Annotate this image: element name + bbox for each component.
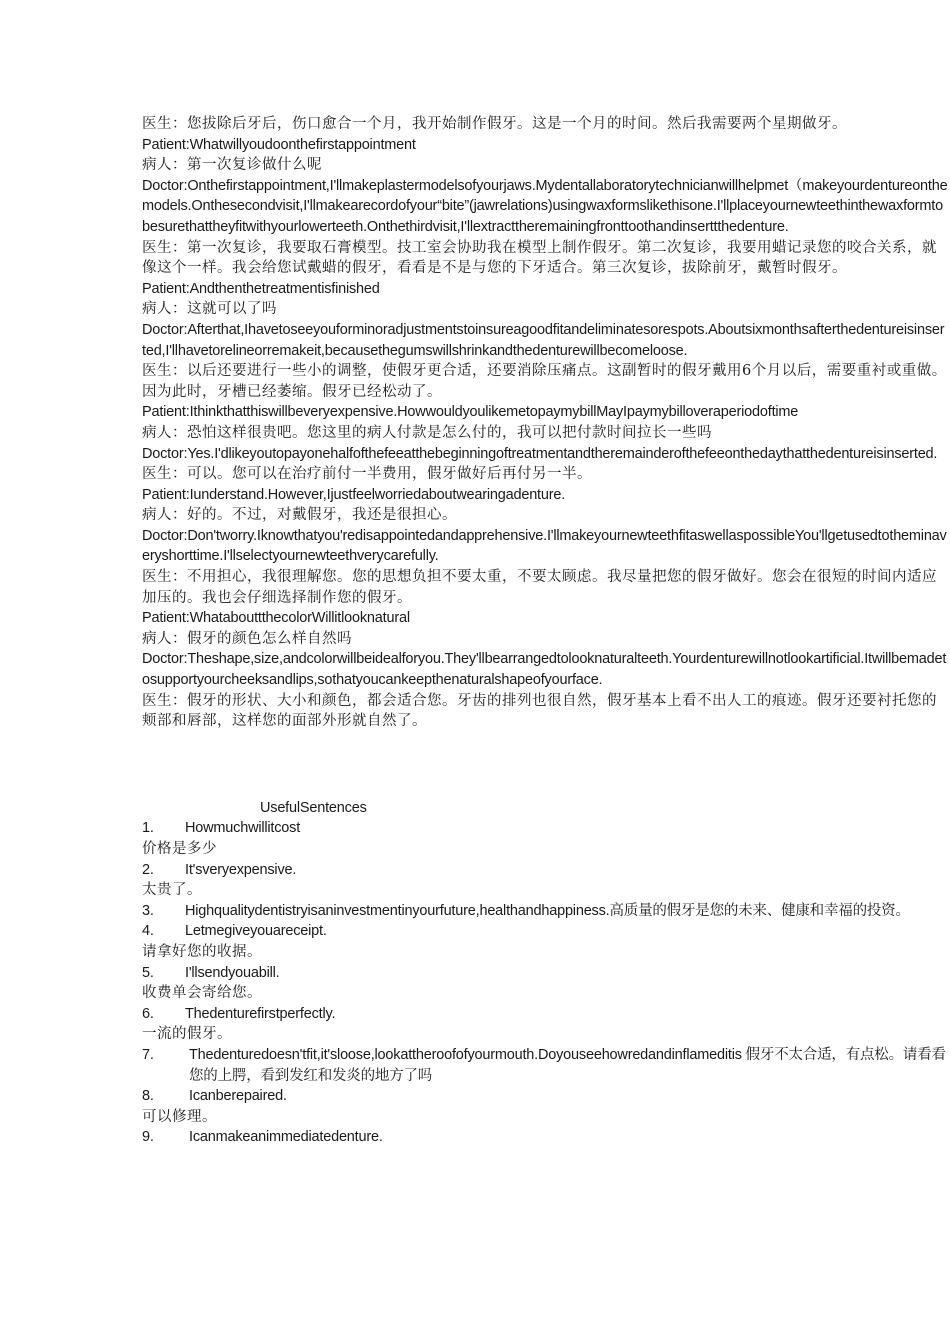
dialogue-line: 医生：可以。您可以在治疗前付一半费用，假牙做好后再付另一半。 bbox=[142, 466, 592, 483]
dialogue-line: 医生：不用担心，我很理解您。您的思想负担不要太重，不要太顾虑。我尽量把您的假牙做好。您会在很短的时间内适应加压的。我也会仔细选择制作您的假牙。 bbox=[142, 569, 937, 606]
dialogue-line: Patient:Iunderstand.However,Ijustfeelworriedaboutwearingadenture. bbox=[142, 486, 566, 503]
document-page bbox=[142, 114, 948, 1148]
item-number: 6. bbox=[142, 1005, 154, 1022]
dialogue-line: 医生：您拔除后牙后，伤口愈合一个月，我开始制作假牙。这是一个月的时间。然后我需要两个星期做牙。 bbox=[142, 116, 847, 132]
dialogue-line: Doctor:Onthefirstappointment,I'llmakeplastermodelsofyourjaws.Mydentallaboratorytechnicianwillhelpmet（makeyourdentureonthemodels.Onthesecondvisit,I'llmakearecordofyour“bite”(jawrelations)usingwaxformslikethisone.I'llplaceyournewteethinthewaxformtobesurethattheyfitwithyourlowerteeth.Onthethirdvisit,I'llextracttheremainingfronttoothandinserttthedenture. bbox=[142, 177, 948, 235]
item-english: Highqualitydentistryisaninvestmentinyourfuture,healthandhappiness.高质量的假牙是您的未来、健康和幸福的投资。 bbox=[185, 902, 910, 919]
dialogue-line: Doctor:Afterthat,Ihavetoseeyouforminoradjustmentstoinsureagoodfitandeliminatesorespots.Aboutsixmonthsafterthedentureisinserted,I'llhavetorelineorremakeit,becausethegumswillshrinkandthedenturewillbecomeloose. bbox=[142, 321, 945, 359]
item-english: Thedenturedoesn'tfit,it'sloose,lookattheroofofyourmouth.Doyouseehowredandinflameditis 假牙不太合适，有点松。请看看您的上腭，看到发红和发炎的地方了吗 bbox=[189, 1046, 946, 1084]
list-item bbox=[142, 1127, 948, 1148]
dialogue-line: Patient:WhatabouttthecolorWillitlooknatural bbox=[142, 610, 410, 627]
item-english: Thedenturefirstperfectly. bbox=[185, 1005, 336, 1022]
item-english: It'sveryexpensive. bbox=[185, 861, 297, 878]
dialogue-line: Patient:Ithinkthatthiswillbeveryexpensive.HowwouldyoulikemetopaymybillMayIpaymybilloveraperiodoftime bbox=[142, 404, 799, 421]
item-number: 7. bbox=[142, 1046, 154, 1063]
item-english: I'llsendyouabill. bbox=[185, 964, 280, 981]
item-translation: 太贵了。 bbox=[142, 882, 202, 899]
dialogue-line: Doctor:Theshape,size,andcolorwillbeidealforyou.They'llbearrangedtolooknaturalteeth.Yourdenturewillnotlookartificial.Itwillbemadetosupportyourcheeksandlips,sothatyoucankeepthenaturalshapeofyourface. bbox=[142, 651, 947, 689]
dialogue-line: 病人：第一次复诊做什么呢 bbox=[142, 157, 322, 174]
list-item bbox=[142, 1086, 948, 1107]
dialogue-line: Doctor:Don'tworry.Iknowthatyou'redisappointedandapprehensive.I'llmakeyournewteethfitaswellaspossibleYou'llgetusedtotheminaveryshorttime.I'llselectyournewteethverycarefully. bbox=[142, 527, 947, 565]
dialogue-line: 医生：假牙的形状、大小和颜色，都会适合您。牙齿的排列也很自然，假牙基本上看不出人工的痕迹。假牙还要衬托您的颊部和唇部，这样您的面部外形就自然了。 bbox=[142, 692, 937, 730]
dialogue-line: 病人：假牙的颜色怎么样自然吗 bbox=[142, 630, 352, 647]
item-translation: 价格是多少 bbox=[142, 841, 217, 857]
dialogue-line: 病人：恐怕这样很贵吧。您这里的病人付款是怎么付的，我可以把付款时间拉长一些吗 bbox=[142, 424, 712, 441]
useful-sentences-section bbox=[142, 798, 948, 1148]
section-spacer bbox=[142, 732, 948, 798]
item-number: 9. bbox=[142, 1129, 154, 1146]
dialogue-line: Doctor:Yes.I'dlikeyoutopayonehalfofthefeeatthebeginningoftreatmentandtheremainderofthefeeonthedaythatthedentureisinserted. bbox=[142, 445, 938, 462]
item-translation: 收费单会寄给您。 bbox=[142, 985, 262, 1002]
dialogue-line: 病人：好的。不过，对戴假牙，我还是很担心。 bbox=[142, 507, 457, 524]
item-translation: 一流的假牙。 bbox=[142, 1026, 232, 1043]
item-english: Howmuchwillitcost bbox=[185, 820, 301, 837]
list-item bbox=[142, 963, 948, 984]
item-number: 5. bbox=[142, 964, 154, 981]
list-item bbox=[142, 860, 948, 881]
item-translation: 可以修理。 bbox=[142, 1108, 217, 1125]
list-item bbox=[142, 1045, 948, 1086]
item-number: 8. bbox=[142, 1088, 154, 1105]
list-item bbox=[142, 1004, 948, 1025]
item-english: Icanberepaired. bbox=[189, 1088, 287, 1105]
item-number: 4. bbox=[142, 923, 154, 940]
dialogue-line: Patient:Andthenthetreatmentisfinished bbox=[142, 280, 380, 297]
dialogue-section bbox=[142, 114, 948, 732]
dialogue-line: 医生：以后还要进行一些小的调整，使假牙更合适，还要消除压痛点。这副暂时的假牙戴用6个月以后，需要重衬或重做。因为此时，牙槽已经萎缩。假牙已经松动了。 bbox=[142, 363, 947, 400]
section-heading: UsefulSentences bbox=[260, 799, 367, 816]
item-english: Icanmakeanimmediatedenture. bbox=[189, 1129, 383, 1146]
item-number: 3. bbox=[142, 902, 154, 919]
item-number: 2. bbox=[142, 861, 154, 878]
dialogue-line: 病人：这就可以了吗 bbox=[142, 301, 277, 318]
list-item bbox=[142, 921, 948, 942]
item-english: Letmegiveyouareceipt. bbox=[185, 923, 327, 940]
list-item bbox=[142, 901, 948, 922]
item-translation: 请拿好您的收据。 bbox=[142, 943, 262, 960]
item-number: 1. bbox=[142, 820, 154, 837]
dialogue-line: 医生：第一次复诊，我要取石膏模型。技工室会协助我在模型上制作假牙。第二次复诊，我要用蜡记录您的咬合关系，就像这个一样。我会给您试戴蜡的假牙，看看是不是与您的下牙适合。第三次复诊，拔除前牙，戴暂时假牙。 bbox=[142, 239, 937, 277]
list-item bbox=[142, 818, 948, 839]
dialogue-line: Patient:Whatwillyoudoonthefirstappointment bbox=[142, 136, 416, 153]
